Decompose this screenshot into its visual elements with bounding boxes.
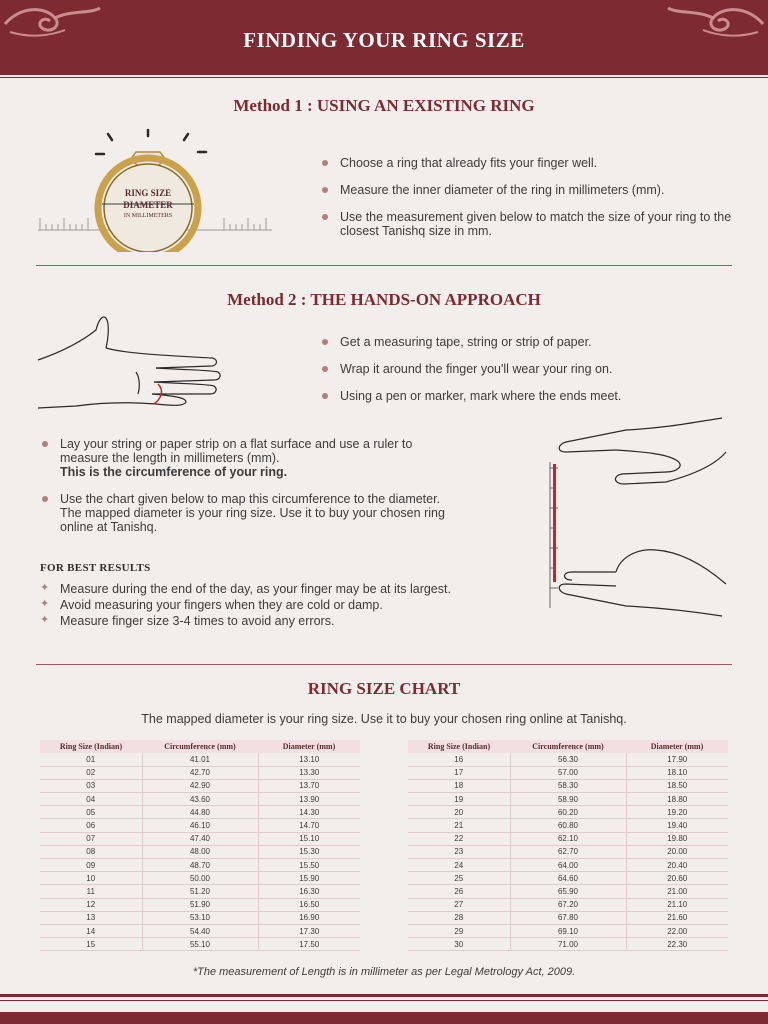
table-row (40, 766, 360, 779)
table-cell: 10 (40, 872, 142, 885)
table-row (40, 885, 360, 898)
table-cell: 15.50 (258, 859, 360, 872)
table-cell: 15.10 (258, 832, 360, 845)
table-row (408, 793, 728, 806)
list-item: Lay your string or paper strip on a flat surface and use a ruler to measure the length in millimeters (mm). This is the circumference of your ring. (42, 437, 462, 479)
section-divider (36, 265, 732, 266)
table-cell: 14.30 (258, 806, 360, 819)
table-cell: 14.70 (258, 819, 360, 832)
table-cell: 21.60 (626, 911, 728, 924)
table-cell: 47.40 (142, 832, 258, 845)
table-cell: 67.20 (510, 898, 626, 911)
table-row (40, 819, 360, 832)
table-cell: 29 (408, 924, 510, 937)
table-cell: 20.00 (626, 845, 728, 858)
table-cell: 65.90 (510, 885, 626, 898)
table-cell: 54.40 (142, 924, 258, 937)
list-item: Use the measurement given below to match the size of your ring to the closest Tanishq size in mm. (322, 210, 732, 238)
sparkle-icon: ✦ (40, 582, 50, 594)
table-row (408, 819, 728, 832)
table-row (40, 898, 360, 911)
table-row (40, 911, 360, 924)
table-cell: 24 (408, 859, 510, 872)
table-cell: 19.40 (626, 819, 728, 832)
table-cell: 17.30 (258, 924, 360, 937)
table-cell: 51.90 (142, 898, 258, 911)
table-cell: 20.40 (626, 859, 728, 872)
table-row (408, 859, 728, 872)
table-cell: 20 (408, 806, 510, 819)
table-cell: 07 (40, 832, 142, 845)
table-cell: 20.60 (626, 872, 728, 885)
table-cell: 19.20 (626, 806, 728, 819)
table-cell: 56.30 (510, 753, 626, 766)
method2-steps (42, 437, 462, 547)
header-rule (0, 72, 768, 75)
table-cell: 19 (408, 793, 510, 806)
list-item: ✦ Avoid measuring your fingers when they are cold or damp. (40, 598, 383, 612)
table-cell: 60.80 (510, 819, 626, 832)
list-item: ✦ Measure finger size 3-4 times to avoid any errors. (40, 614, 335, 628)
table-cell: 16.90 (258, 911, 360, 924)
table-cell: 67.80 (510, 911, 626, 924)
table-row (40, 924, 360, 937)
best-results-title: FOR BEST RESULTS (40, 562, 151, 574)
table-row (40, 872, 360, 885)
list-item: Use the chart given below to map this circumference to the diameter. The mapped diameter is your ring size. Use it to buy your chosen ring online at Tanishq. (42, 492, 462, 534)
table-row (408, 832, 728, 845)
header-rule-thin (0, 77, 768, 78)
bullet-dot-icon (42, 441, 48, 447)
list-item: ✦ Measure during the end of the day, as your finger may be at its largest. (40, 582, 451, 596)
sparkle-icon: ✦ (40, 614, 50, 626)
table-cell: 16.50 (258, 898, 360, 911)
table-cell: 18.10 (626, 766, 728, 779)
table-cell: 43.60 (142, 793, 258, 806)
table-row (408, 806, 728, 819)
bullet-dot-icon (322, 366, 328, 372)
table-cell: 13 (40, 911, 142, 924)
list-item: Measure the inner diameter of the ring in millimeters (mm). (322, 183, 732, 197)
table-cell: 19.80 (626, 832, 728, 845)
table-cell: 17.90 (626, 753, 728, 766)
table-cell: 41.01 (142, 753, 258, 766)
table-cell: 13.30 (258, 766, 360, 779)
size-table-left (40, 740, 360, 951)
table-cell: 44.80 (142, 806, 258, 819)
table-cell: 62.10 (510, 832, 626, 845)
column-header: Diameter (mm) (626, 740, 728, 753)
table-cell: 42.70 (142, 766, 258, 779)
footnote: *The measurement of Length is in millimeter as per Legal Metrology Act, 2009. (192, 966, 576, 978)
hand-wrap-illustration (36, 312, 236, 412)
table-cell: 58.90 (510, 793, 626, 806)
list-item: Wrap it around the finger you'll wear your ring on. (322, 362, 732, 376)
column-header: Circumference (mm) (142, 740, 258, 753)
table-cell: 48.70 (142, 859, 258, 872)
column-header: Circumference (mm) (510, 740, 626, 753)
bullet-dot-icon (322, 187, 328, 193)
table-cell: 13.90 (258, 793, 360, 806)
table-row (408, 845, 728, 858)
section-divider (36, 664, 732, 665)
table-cell: 51.20 (142, 885, 258, 898)
table-cell: 13.70 (258, 779, 360, 792)
table-cell: 16 (408, 753, 510, 766)
svg-text:RING SIZE: RING SIZE (124, 188, 172, 198)
method1-bullets (322, 156, 732, 251)
svg-text:IN MILLIMETERS: IN MILLIMETERS (123, 213, 173, 219)
table-cell: 15.90 (258, 872, 360, 885)
table-row (40, 793, 360, 806)
table-cell: 17.50 (258, 938, 360, 951)
table-row (408, 779, 728, 792)
table-row (408, 911, 728, 924)
page-title: FINDING YOUR RING SIZE (243, 28, 525, 52)
list-item: Choose a ring that already fits your finger well. (322, 156, 732, 170)
column-header: Ring Size (Indian) (408, 740, 510, 753)
table-cell: 15.30 (258, 845, 360, 858)
table-cell: 28 (408, 911, 510, 924)
table-row (408, 938, 728, 951)
table-cell: 13.10 (258, 753, 360, 766)
table-cell: 14 (40, 924, 142, 937)
chart-subtitle: The mapped diameter is your ring size. Use it to buy your chosen ring online at Tanishq. (141, 712, 627, 726)
table-cell: 58.30 (510, 779, 626, 792)
table-row (40, 832, 360, 845)
column-header: Ring Size (Indian) (40, 740, 142, 753)
table-cell: 46.10 (142, 819, 258, 832)
table-cell: 11 (40, 885, 142, 898)
footer-rule (0, 994, 768, 997)
table-cell: 21 (408, 819, 510, 832)
table-row (408, 924, 728, 937)
table-cell: 48.00 (142, 845, 258, 858)
table-cell: 30 (408, 938, 510, 951)
bullet-dot-icon (42, 496, 48, 502)
table-row (40, 859, 360, 872)
bullet-dot-icon (322, 393, 328, 399)
table-cell: 21.00 (626, 885, 728, 898)
table-cell: 71.00 (510, 938, 626, 951)
table-cell: 18 (408, 779, 510, 792)
footer-band (0, 1012, 768, 1024)
table-cell: 57.00 (510, 766, 626, 779)
table-cell: 21.10 (626, 898, 728, 911)
table-cell: 12 (40, 898, 142, 911)
bullet-dot-icon (322, 339, 328, 345)
ring-illustration (36, 122, 276, 252)
table-cell: 62.70 (510, 845, 626, 858)
table-cell: 03 (40, 779, 142, 792)
table-cell: 18.80 (626, 793, 728, 806)
bullet-dot-icon (322, 214, 328, 220)
table-cell: 05 (40, 806, 142, 819)
table-row (408, 885, 728, 898)
table-row (40, 753, 360, 766)
sparkle-icon: ✦ (40, 598, 50, 610)
chart-title: RING SIZE CHART (307, 679, 461, 698)
table-cell: 22.00 (626, 924, 728, 937)
table-cell: 04 (40, 793, 142, 806)
table-cell: 55.10 (142, 938, 258, 951)
table-cell: 27 (408, 898, 510, 911)
table-cell: 15 (40, 938, 142, 951)
list-item: Using a pen or marker, mark where the ends meet. (322, 389, 732, 403)
table-cell: 06 (40, 819, 142, 832)
table-cell: 22.30 (626, 938, 728, 951)
table-row (40, 806, 360, 819)
table-row (408, 766, 728, 779)
ruler-measure-illustration (516, 412, 726, 622)
table-cell: 08 (40, 845, 142, 858)
method2-title: Method 2 : THE HANDS-ON APPROACH (227, 290, 541, 309)
table-cell: 25 (408, 872, 510, 885)
list-item: Get a measuring tape, string or strip of paper. (322, 335, 732, 349)
table-cell: 50.00 (142, 872, 258, 885)
table-cell: 17 (408, 766, 510, 779)
table-cell: 64.00 (510, 859, 626, 872)
footer-rule-thin (0, 1000, 768, 1001)
svg-text:DIAMETER: DIAMETER (123, 200, 173, 210)
size-table-right (408, 740, 728, 951)
table-row (40, 779, 360, 792)
method1-title: Method 1 : USING AN EXISTING RING (233, 96, 535, 115)
table-row (40, 938, 360, 951)
table-cell: 23 (408, 845, 510, 858)
bullet-dot-icon (322, 160, 328, 166)
table-cell: 26 (408, 885, 510, 898)
table-row (408, 898, 728, 911)
best-results-list (42, 582, 472, 630)
table-row (408, 753, 728, 766)
table-cell: 18.50 (626, 779, 728, 792)
table-cell: 42.90 (142, 779, 258, 792)
table-cell: 01 (40, 753, 142, 766)
table-cell: 69.10 (510, 924, 626, 937)
table-cell: 60.20 (510, 806, 626, 819)
table-cell: 53.10 (142, 911, 258, 924)
table-cell: 22 (408, 832, 510, 845)
table-cell: 09 (40, 859, 142, 872)
method2-bullets (322, 335, 732, 416)
table-cell: 02 (40, 766, 142, 779)
column-header: Diameter (mm) (258, 740, 360, 753)
table-cell: 64.60 (510, 872, 626, 885)
table-row (408, 872, 728, 885)
table-cell: 16.30 (258, 885, 360, 898)
table-row (40, 845, 360, 858)
